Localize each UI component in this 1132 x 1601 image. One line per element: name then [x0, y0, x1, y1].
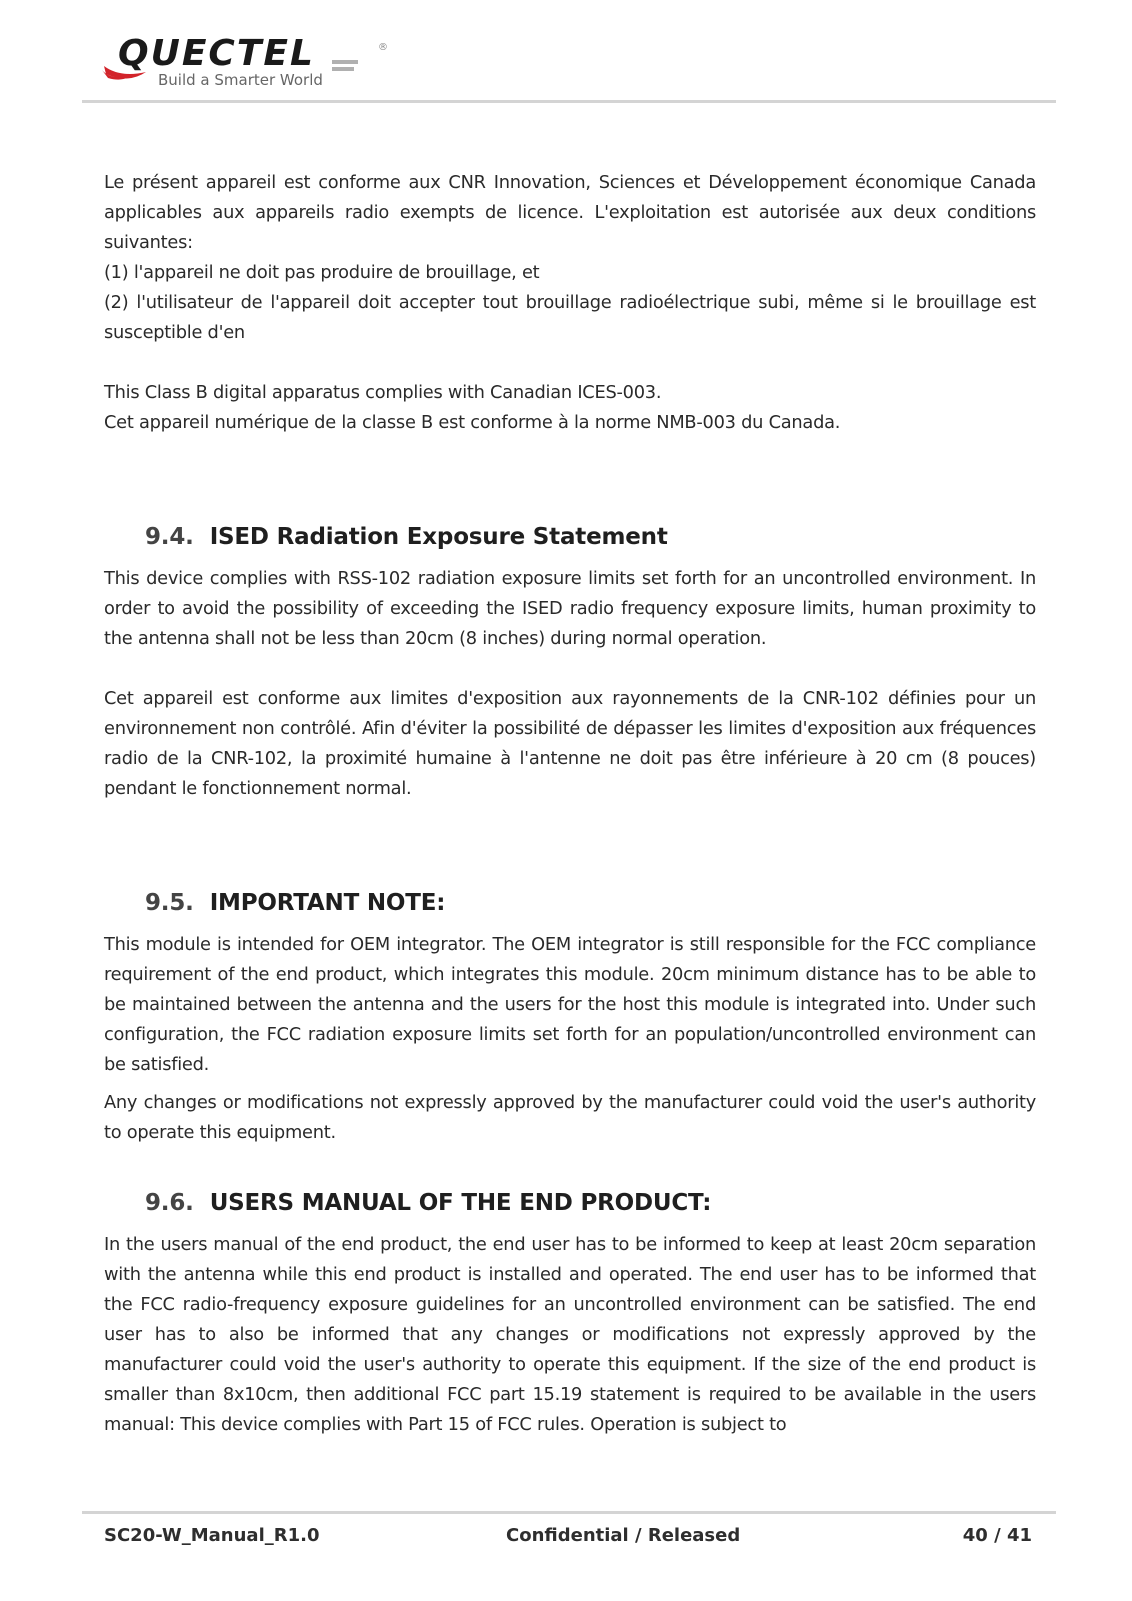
- section-paragraph: This device complies with RSS-102 radiation exposure limits set forth for an uncontrolled environment. In order to avoid the possibility of exceeding the ISED radio frequency exposure limits, human proximity to the antenna shall not be less than 20cm (8 inches) during normal operation.: [104, 568, 1036, 649]
- registered-mark: ®: [378, 42, 388, 53]
- intro-paragraph: Le présent appareil est conforme aux CNR Innovation, Sciences et Développement économique Canada applicables aux appareils radio exempts de licence. L'exploitation est autorisée aux deux conditions suivantes:: [104, 172, 1036, 253]
- section-paragraph: This module is intended for OEM integrator. The OEM integrator is still responsible for the FCC compliance requirement of the end product, which integrates this module. 20cm minimum distance has to be able to be maintained between the antenna and the users for the host this module is integrated into. Under such configuration, the FCC radiation exposure limits set forth for an population/uncontrolled environment can be satisfied.: [104, 934, 1036, 1075]
- ices-statement-en: This Class B digital apparatus complies with Canadian ICES-003.: [104, 382, 662, 403]
- section-heading-9-4: [104, 522, 1036, 552]
- ices-statement-fr: Cet appareil numérique de la classe B est conforme à la norme NMB-003 du Canada.: [104, 412, 841, 433]
- section-heading-9-5: [104, 888, 1036, 918]
- page-header: [0, 0, 1132, 110]
- section-title: USERS MANUAL OF THE END PRODUCT:: [209, 1190, 712, 1216]
- section-paragraph: Any changes or modifications not expressly approved by the manufacturer could void the user's authority to operate this equipment.: [104, 1092, 1036, 1143]
- section-title: ISED Radiation Exposure Statement: [209, 524, 668, 550]
- section-paragraph: In the users manual of the end product, the end user has to be informed to keep at least 20cm separation with the antenna while this end product is installed and operated. The end user has to be informed that the FCC radio-frequency exposure guidelines for an uncontrolled environment can be satisfied. The end user has to also be informed that any changes or modifications not expressly approved by the manufacturer could void the user's authority to operate this equipment. If the size of the end product is smaller than 8x10cm, then additional FCC part 15.19 statement is required to be available in the users manual: This device complies with Part 15 of FCC rules. Operation is subject to: [104, 1234, 1036, 1435]
- section-paragraph: Cet appareil est conforme aux limites d'exposition aux rayonnements de la CNR-102 définies pour un environnement non contrôlé. Afin d'éviter la possibilité de dépasser les limites d'exposition aux fréquences radio de la CNR-102, la proximité humaine à l'antenne ne doit pas être inférieure à 20 cm (8 pouces) pendant le fonctionnement normal.: [104, 688, 1036, 799]
- condition-item-1: (1) l'appareil ne doit pas produire de brouillage, et: [104, 262, 540, 283]
- company-tagline: Build a Smarter World: [158, 71, 323, 89]
- document-name: SC20-W_Manual_R1.0: [104, 1525, 320, 1546]
- section-title: IMPORTANT NOTE:: [209, 890, 446, 916]
- page-number: 40 / 41: [962, 1525, 1032, 1546]
- page-footer: [0, 1521, 1132, 1551]
- company-logo-text: QUECTEL: [118, 33, 315, 74]
- header-divider: [82, 100, 1056, 103]
- condition-item-2: (2) l'utilisateur de l'appareil doit accepter tout brouillage radioélectrique subi, même si le brouillage est susceptible d'en: [104, 292, 1036, 343]
- section-number: 9.4.: [145, 524, 194, 550]
- section-heading-9-6: [104, 1188, 1036, 1218]
- section-number: 9.5.: [145, 890, 194, 916]
- document-classification: Confidential / Released: [506, 1525, 741, 1546]
- section-number: 9.6.: [145, 1190, 194, 1216]
- page-content: [104, 168, 1036, 1440]
- footer-divider: [82, 1511, 1056, 1514]
